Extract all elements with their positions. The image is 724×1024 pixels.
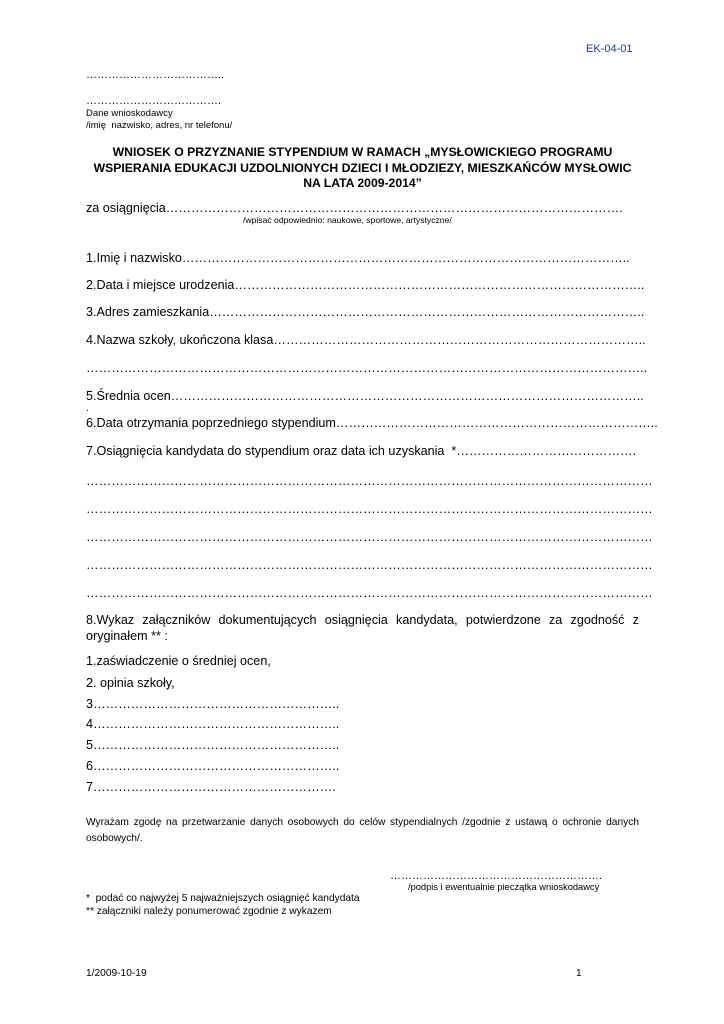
applicant-label: Dane wnioskodawcy [86,108,173,119]
achievements-blank-line: ……………………………………………………………………………………………………………………… [86,558,653,572]
field-address: 3.Adres zamieszkania………………………………………………………………………………………….. [86,305,645,319]
achievements-blank-line: ……………………………………………………………………………………………………………………… [86,474,653,488]
attachment-item: 4………………………………………………….. [86,717,340,731]
applicant-label-detail: /imię nazwisko, adres, nr telefonu/ [86,120,233,131]
signature-label: /podpis i ewentualnie pieczątka wnioskodawcy [408,882,600,892]
attachments-heading: 8.Wykaz załączników dokumentujących osiągnięcia kandydata, potwierdzone za zgodność z oryginałem ** : [86,613,639,643]
field-school-continued: …………………………………………………………………………………………………………………….. [86,361,648,375]
field-school: 4.Nazwa szkoły, ukończona klasa…………………………………………………………………………….. [86,333,646,347]
attachment-item: 1.zaświadczenie o średniej ocen, [86,654,271,668]
footer-date: 1/2009-10-19 [86,968,147,979]
field-average-dot: . [86,403,89,414]
signature-line: …………………………………………………. [390,870,603,882]
achievements-blank-line: ……………………………………………………………………………………………………………………… [86,586,653,600]
footnote-double-asterisk: ** załączniki należy ponumerować zgodnie z wykazem [86,906,332,917]
footnote-asterisk: * podać co najwyżej 5 najważniejszych osiągnięć kandydata [86,893,360,904]
achievements-blank-line: ……………………………………………………………………………………………………………………… [86,530,653,544]
page-number: 1 [576,968,582,979]
applicant-dots-line-2: ………………………………. [86,95,222,107]
field-name: 1.Imię i nazwisko…………………………………………………………………………………………….. [86,251,630,265]
achievements-blank-line: ……………………………………………………………………………………………………………………… [86,502,653,516]
field-birth: 2.Data i miejsce urodzenia…………………………………………………………………………………….. [86,278,645,292]
achievements-line: za osiągnięcia………………………………………………………………………………………………. [86,201,623,215]
document-code: EK-04-01 [586,43,633,55]
field-previous-scholarship: 6.Data otrzymania poprzedniego stypendium………………………………………………………………….. [86,416,658,430]
attachment-item: 7…………………………………………………. [86,780,336,794]
attachment-item: 3………………………………………………….. [86,697,340,711]
field-average: 5.Średnia ocen………………………………………………………………………………………………….. [86,389,644,403]
achievements-hint: /wpisać odpowiednio: naukowe, sportowe, artystyczne/ [243,215,452,225]
attachment-item: 2. opinia szkoły, [86,676,175,690]
applicant-dots-line-1: ……………………………….. [86,69,225,81]
form-title: WNIOSEK O PRZYZNANIE STYPENDIUM W RAMACH „MYSŁOWICKIEGO PROGRAMU WSPIERANIA EDUKACJI UZDOLNIONYCH DZIECI I MŁODZIEZY, MIESZKAŃCÓW MYSŁOWIC NA LATA 2009-2014” [93,145,632,190]
field-achievements: 7.Osiągnięcia kandydata do stypendium oraz data ich uzyskania *……………………………………. [86,444,637,458]
attachment-item: 5………………………………………………….. [86,738,340,752]
consent-statement: Wyrażam zgodę na przetwarzanie danych osobowych do celów stypendialnych /zgodnie z ustawą o ochronie danych osobowych/. [86,817,639,844]
attachment-item: 6………………………………………………….. [86,759,340,773]
